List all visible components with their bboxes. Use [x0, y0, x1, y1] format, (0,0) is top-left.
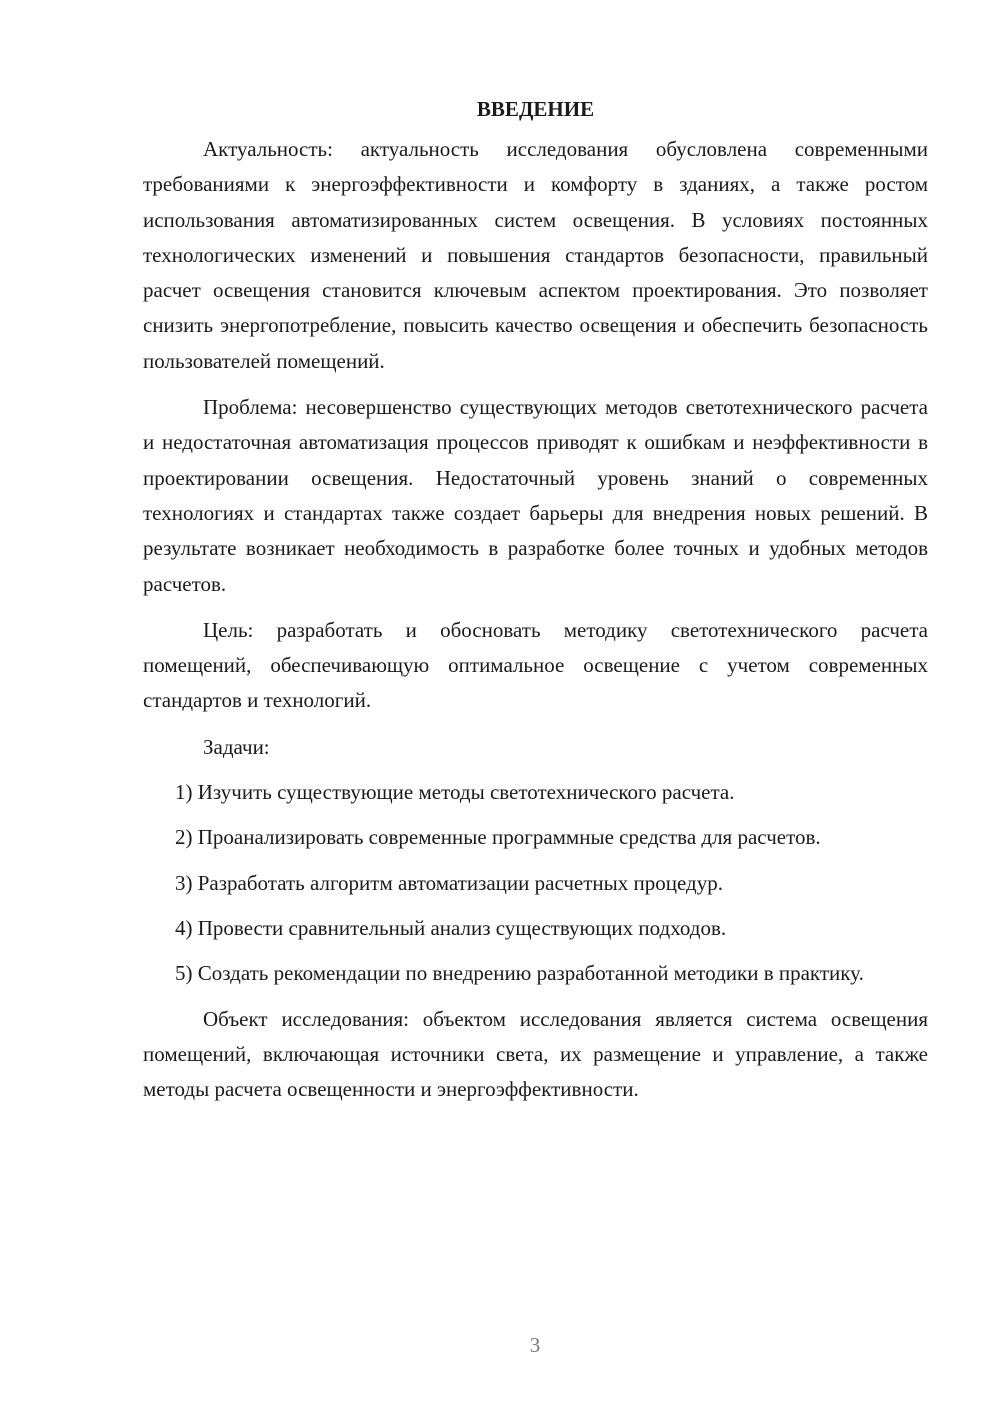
tasks-heading: Задачи:: [203, 734, 270, 759]
goal-paragraph: Цель: разработать и обосновать методику светотехнического расчета помещений, обеспечивающую оптимальное освещение с учетом современных стандартов и технологий.: [143, 617, 928, 713]
page-title: ВВЕДЕНИЕ: [476, 97, 595, 121]
task-item-3: 3) Разработать алгоритм автоматизации расчетных процедур.: [175, 870, 723, 895]
task-item-4: 4) Провести сравнительный анализ существующих подходов.: [175, 915, 727, 940]
task-item-5: 5) Создать рекомендации по внедрению разработанной методики в практику.: [175, 961, 864, 986]
problem-paragraph: Проблема: несовершенство существующих методов светотехнического расчета и недостаточная автоматизация процессов приводят к ошибкам и неэффективности в проектировании освещения. Недостаточный уровень знаний о современных технологиях и стандартах также создает барьеры для внедрения новых решений. В результате возникает необходимость в разработке более точных и удобных методов расчетов.: [143, 395, 928, 596]
task-item-2: 2) Проанализировать современные программные средства для расчетов.: [175, 825, 821, 850]
relevance-paragraph: Актуальность: актуальность исследования обусловлена современными требованиями к энергоэффективности и комфорту в зданиях, а также ростом использования автоматизированных систем освещения. В условиях постоянных технологических изменений и повышения стандартов безопасности, правильный расчет освещения становится ключевым аспектом проектирования. Это позволяет снизить энергопотребление, повысить качество освещения и обеспечить безопасность пользователей помещений.: [143, 137, 928, 373]
task-item-1: 1) Изучить существующие методы светотехнического расчета.: [175, 780, 735, 805]
object-paragraph: Объект исследования: объектом исследования является система освещения помещений, включающая источники света, их размещение и управление, а также методы расчета освещенности и энергоэффективности.: [143, 1006, 928, 1102]
document-page: [143, 92, 928, 1118]
page-number: 3: [529, 1333, 541, 1357]
